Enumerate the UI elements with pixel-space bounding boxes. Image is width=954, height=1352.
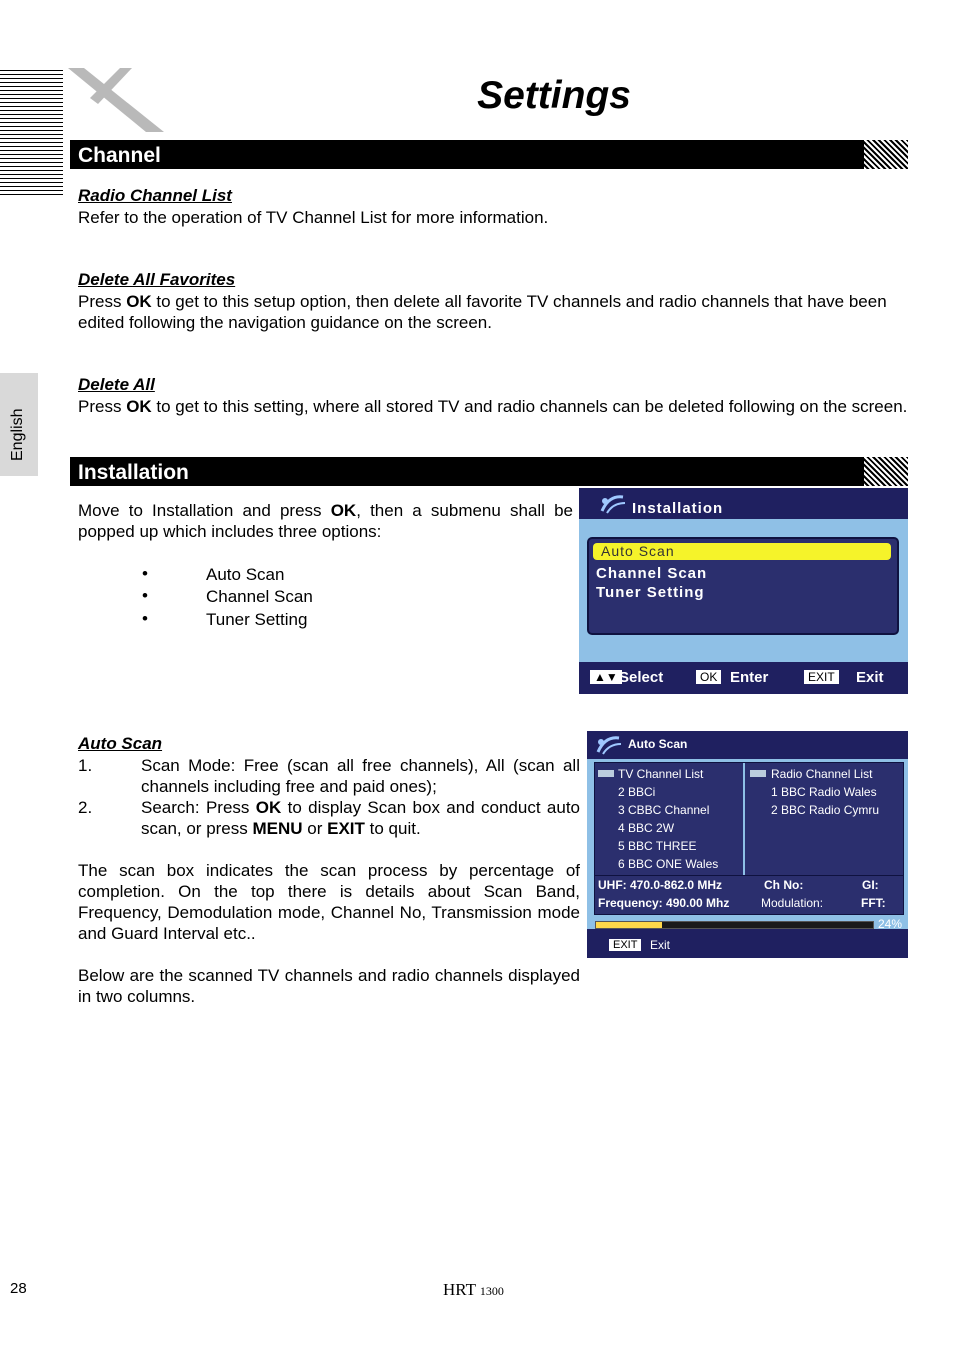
radio-list-header: Radio Channel List xyxy=(771,767,873,781)
menu-title: Installation xyxy=(632,500,724,517)
model-name xyxy=(443,1280,504,1300)
tv-channel-item: 2 BBCi xyxy=(618,785,656,799)
scan-info-box xyxy=(594,875,904,915)
text: to get to this setting, where all stored TV and radio channels can be deleted following on the screen. xyxy=(151,397,908,416)
bar-pattern xyxy=(864,140,908,169)
list-number: 2. xyxy=(78,798,93,817)
modulation-label: Modulation: xyxy=(761,896,824,910)
page-number: 28 xyxy=(10,1280,27,1297)
paragraph-installation-intro xyxy=(78,500,573,542)
language-label: English xyxy=(9,408,26,461)
paragraph-delete-all-favorites xyxy=(78,291,908,333)
tv-channel-item: 5 BBC THREE xyxy=(618,839,697,853)
bullet-icon: • xyxy=(142,586,148,605)
menu-body xyxy=(579,519,908,662)
text: Press xyxy=(78,292,127,311)
satellite-icon xyxy=(599,493,629,515)
exit-label: Exit xyxy=(856,669,884,686)
menu-item-auto-scan: Auto Scan xyxy=(593,543,891,560)
subheading-delete-all: Delete All xyxy=(78,375,155,394)
updown-arrow-icon: ▲▼ xyxy=(590,670,622,684)
installation-menu-screenshot xyxy=(579,488,908,694)
numbered-item-scan-mode: Scan Mode: Free (scan all free channels), All (scan all channels including free and paid ones); xyxy=(141,756,580,796)
folder-icon xyxy=(598,770,614,777)
fft-label: FFT: xyxy=(861,896,886,910)
bar-pattern xyxy=(864,457,908,486)
menu-item-tuner-setting: Tuner Setting xyxy=(596,584,705,601)
gi-label: GI: xyxy=(862,878,879,892)
section-heading: Channel xyxy=(78,144,161,167)
key-menu: MENU xyxy=(252,819,303,838)
text: to get to this setup option, then delete all favorite TV channels and radio channels that have been edited following the navigation guidance on the screen. xyxy=(78,292,887,332)
section-heading: Installation xyxy=(78,461,189,484)
model-main: HRT xyxy=(443,1280,476,1299)
model-number: 1300 xyxy=(479,1284,504,1298)
subheading-auto-scan: Auto Scan xyxy=(78,734,163,753)
tv-channel-item: 6 BBC ONE Wales xyxy=(618,857,719,871)
key-ok: OK xyxy=(126,292,152,311)
menu-footer xyxy=(579,662,908,694)
text: to quit. xyxy=(364,819,421,838)
radio-channel-item: 2 BBC Radio Cymru xyxy=(771,803,880,817)
select-label: Select xyxy=(619,669,664,686)
list-item: Channel Scan xyxy=(206,587,313,606)
text: Search: Press xyxy=(141,798,256,817)
exit-key: EXIT xyxy=(609,939,641,951)
list-divider xyxy=(743,763,745,875)
ch-no-label: Ch No: xyxy=(764,878,804,892)
scan-footer xyxy=(587,929,908,958)
frequency: Frequency: 490.00 Mhz xyxy=(598,896,730,910)
channel-lists xyxy=(594,762,904,876)
list-item: Tuner Setting xyxy=(206,610,308,629)
satellite-icon xyxy=(595,734,623,756)
paragraph-scanned-channels: Below are the scanned TV channels and radio channels displayed in two columns. xyxy=(78,966,580,1006)
enter-label: Enter xyxy=(730,669,769,686)
paragraph-radio-channel-list: Refer to the operation of TV Channel List for more information. xyxy=(78,208,549,227)
subheading-radio-channel-list: Radio Channel List xyxy=(78,186,232,205)
text: or xyxy=(302,819,328,838)
section-bar-installation xyxy=(70,457,908,486)
page-title: Settings xyxy=(477,74,631,117)
section-bar-channel xyxy=(70,140,908,169)
scan-title: Auto Scan xyxy=(628,737,688,751)
auto-scan-screenshot xyxy=(587,731,908,958)
scan-progress-percent: 24% xyxy=(878,917,903,931)
exit-key: EXIT xyxy=(804,670,839,684)
exit-label: Exit xyxy=(650,938,671,952)
numbered-item-search xyxy=(141,797,580,839)
key-ok: OK xyxy=(255,798,282,817)
language-tab xyxy=(0,373,38,476)
key-ok: OK xyxy=(126,397,152,416)
ok-key: OK xyxy=(696,670,721,684)
key-exit: EXIT xyxy=(327,819,365,838)
paragraph-delete-all xyxy=(78,396,908,417)
menu-options-box xyxy=(587,537,899,635)
radio-channel-item: 1 BBC Radio Wales xyxy=(771,785,877,799)
text: Press xyxy=(78,397,127,416)
paragraph-scan-box: The scan box indicates the scan process by percentage of completion. On the top there is details about Scan Band, Frequency, Demodulation mode, Channel No, Transmission mode and Guard Interval etc.. xyxy=(78,861,580,943)
folder-icon xyxy=(750,770,766,777)
tv-channel-item: 3 CBBC Channel xyxy=(618,803,710,817)
uhf-band: UHF: 470.0-862.0 MHz xyxy=(598,878,723,892)
menu-item-channel-scan: Channel Scan xyxy=(596,565,708,582)
scan-progress-fill xyxy=(596,922,662,928)
scan-body xyxy=(587,759,908,929)
tv-channel-item: 4 BBC 2W xyxy=(618,821,675,835)
subheading-delete-all-favorites: Delete All Favorites xyxy=(78,270,236,289)
text: Move to Installation and press xyxy=(78,501,331,520)
text: , then a submenu shall be popped up which includes three options: xyxy=(78,501,574,541)
list-number: 1. xyxy=(78,756,93,775)
tv-list-header: TV Channel List xyxy=(618,767,704,781)
text: to display Scan box and conduct auto scan, or press xyxy=(141,798,580,838)
bullet-icon: • xyxy=(142,609,148,628)
list-item: Auto Scan xyxy=(206,565,285,584)
scan-progress-bar xyxy=(595,921,874,929)
bullet-icon: • xyxy=(142,564,148,583)
key-ok: OK xyxy=(330,501,357,520)
